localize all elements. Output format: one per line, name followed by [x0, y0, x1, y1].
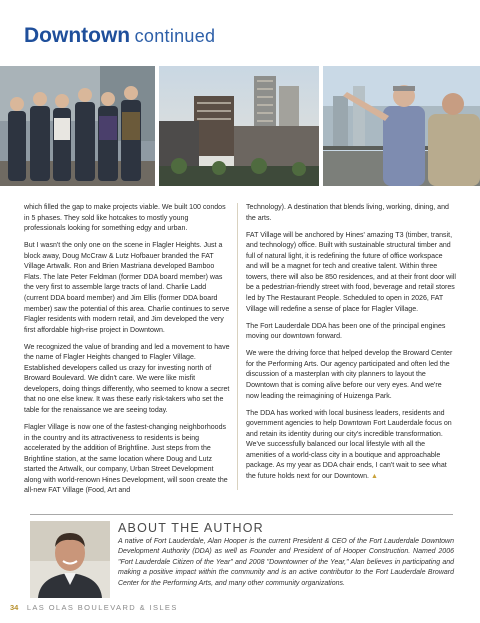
column-divider	[237, 203, 238, 490]
paragraph-text: The DDA has worked with local business leaders, residents and government agencies to help Downtown Fort Lauderdale focus on and retain its identity during our city's incredible transformation. We've successfully balanced our local lifestyle with all the amenities of a world-class city in a boutique and approachable package. As my year as DDA chair ends, I can't wait to see what the future holds next for our Downtown.	[246, 409, 452, 480]
article-column-right	[246, 203, 456, 489]
section-title: Downtown	[24, 24, 131, 47]
bio-divider	[30, 514, 453, 515]
publication-name: LAS OLAS BOULEVARD & ISLES	[26, 603, 178, 612]
paragraph: Technology). A destination that blends living, working, dining, and the arts.	[246, 204, 449, 222]
paragraph: We were the driving force that helped develop the Broward Center for the Performing Arts. Our agency participated and often led the discussion of a masterplan with city planners to layout the Downtown that is coming alive before our very eyes. And we're now leading the reimagining of Huizenga Park.	[246, 350, 453, 400]
page-number: 34	[10, 603, 19, 612]
page-footer	[10, 603, 178, 612]
paragraph: FAT Village will be anchored by Hines' amazing T3 (timber, transit, and technology) office. Built with sustainable structural timber and full of natural light, it is redefining the future of office workspace and will be a magnet for tech and creative talent. Within three towers, there will also be 850 residences, and at their front door will be a pedestrian-friendly street with food, beverage and retail stores led by The Restaurant People. Scheduled to open in 2026, FAT Village will redefine a sense of place for Flagler Village.	[246, 231, 456, 313]
gold-flame-icon: ▲	[370, 472, 378, 480]
paragraph: which filled the gap to make projects viable. We built 100 condos in 5 phases. They sold like hotcakes to mostly young professionals looking for something edgy and urban.	[24, 204, 226, 233]
paragraph: The Fort Lauderdale DDA has been one of the principal engines moving our downtown forward.	[246, 322, 446, 341]
paragraph	[246, 409, 456, 483]
paragraph: Flagler Village is now one of the fastest-changing neighborhoods in the country and its attractiveness to residents is being accelerated by the addition of Brightline. Just steps from the Brightline station, at the same location where Doug and Lutz started the Artwalk, our company, Urban Street Development along with world-renown Hines Development, will soon create the all-new FAT Village (Food, Art and	[24, 424, 228, 495]
author-portrait	[30, 521, 110, 598]
paragraph: But I wasn't the only one on the scene in Flagler Heights. Just a block away, Doug McCraw & Lutz Hofbauer branded the FAT Village Artwalk. Ron and Brien Mastriana developed Bamboo Flats. The late Peter Feldman (former DDA board member) was the very first to assemble large tracts of land. Charlie Ladd (current DDA board member) and Jim Ellis (former DDA board member) saw the potential of this area. Charlie continues to serve Flagler residents with modern retail, and Jim developed the very first affordable high-rise project in Downtown.	[24, 242, 230, 334]
about-author-title: ABOUT THE AUTHOR	[118, 521, 264, 535]
group-photo	[0, 66, 155, 186]
about-author-text: A native of Fort Lauderdale, Alan Hooper is the current President & CEO of the Fort Lauderdale Downtown Development Authority (DDA) as well as Founder and President of of Hooper Construction. Named 2006 "Fort Lauderdale Citizen of the Year" and 2008 "Downtowner of the Year," Alan believes in participating and making a positive impact within the community and is an active contributor to the Fort Lauderdale Broward Center for the Performing Arts, and many other community organizations.	[118, 538, 454, 587]
architectural-rendering	[159, 66, 319, 186]
men-on-balcony-photo	[323, 66, 480, 186]
section-subtitle: continued	[134, 26, 216, 46]
paragraph: We recognized the value of branding and led a movement to have the name of Flagler Heights changed to Flagler Village. Established developers called us crazy for investing north of Broward Boulevard. We didn't care. We were like misfit developers, doing things differently, who seemed to know a secret that no one else knew. It was these early risk-takers who set the table for the renaissance we are seeing today.	[24, 343, 230, 415]
page-header	[24, 24, 215, 50]
article-column-left	[24, 203, 230, 504]
